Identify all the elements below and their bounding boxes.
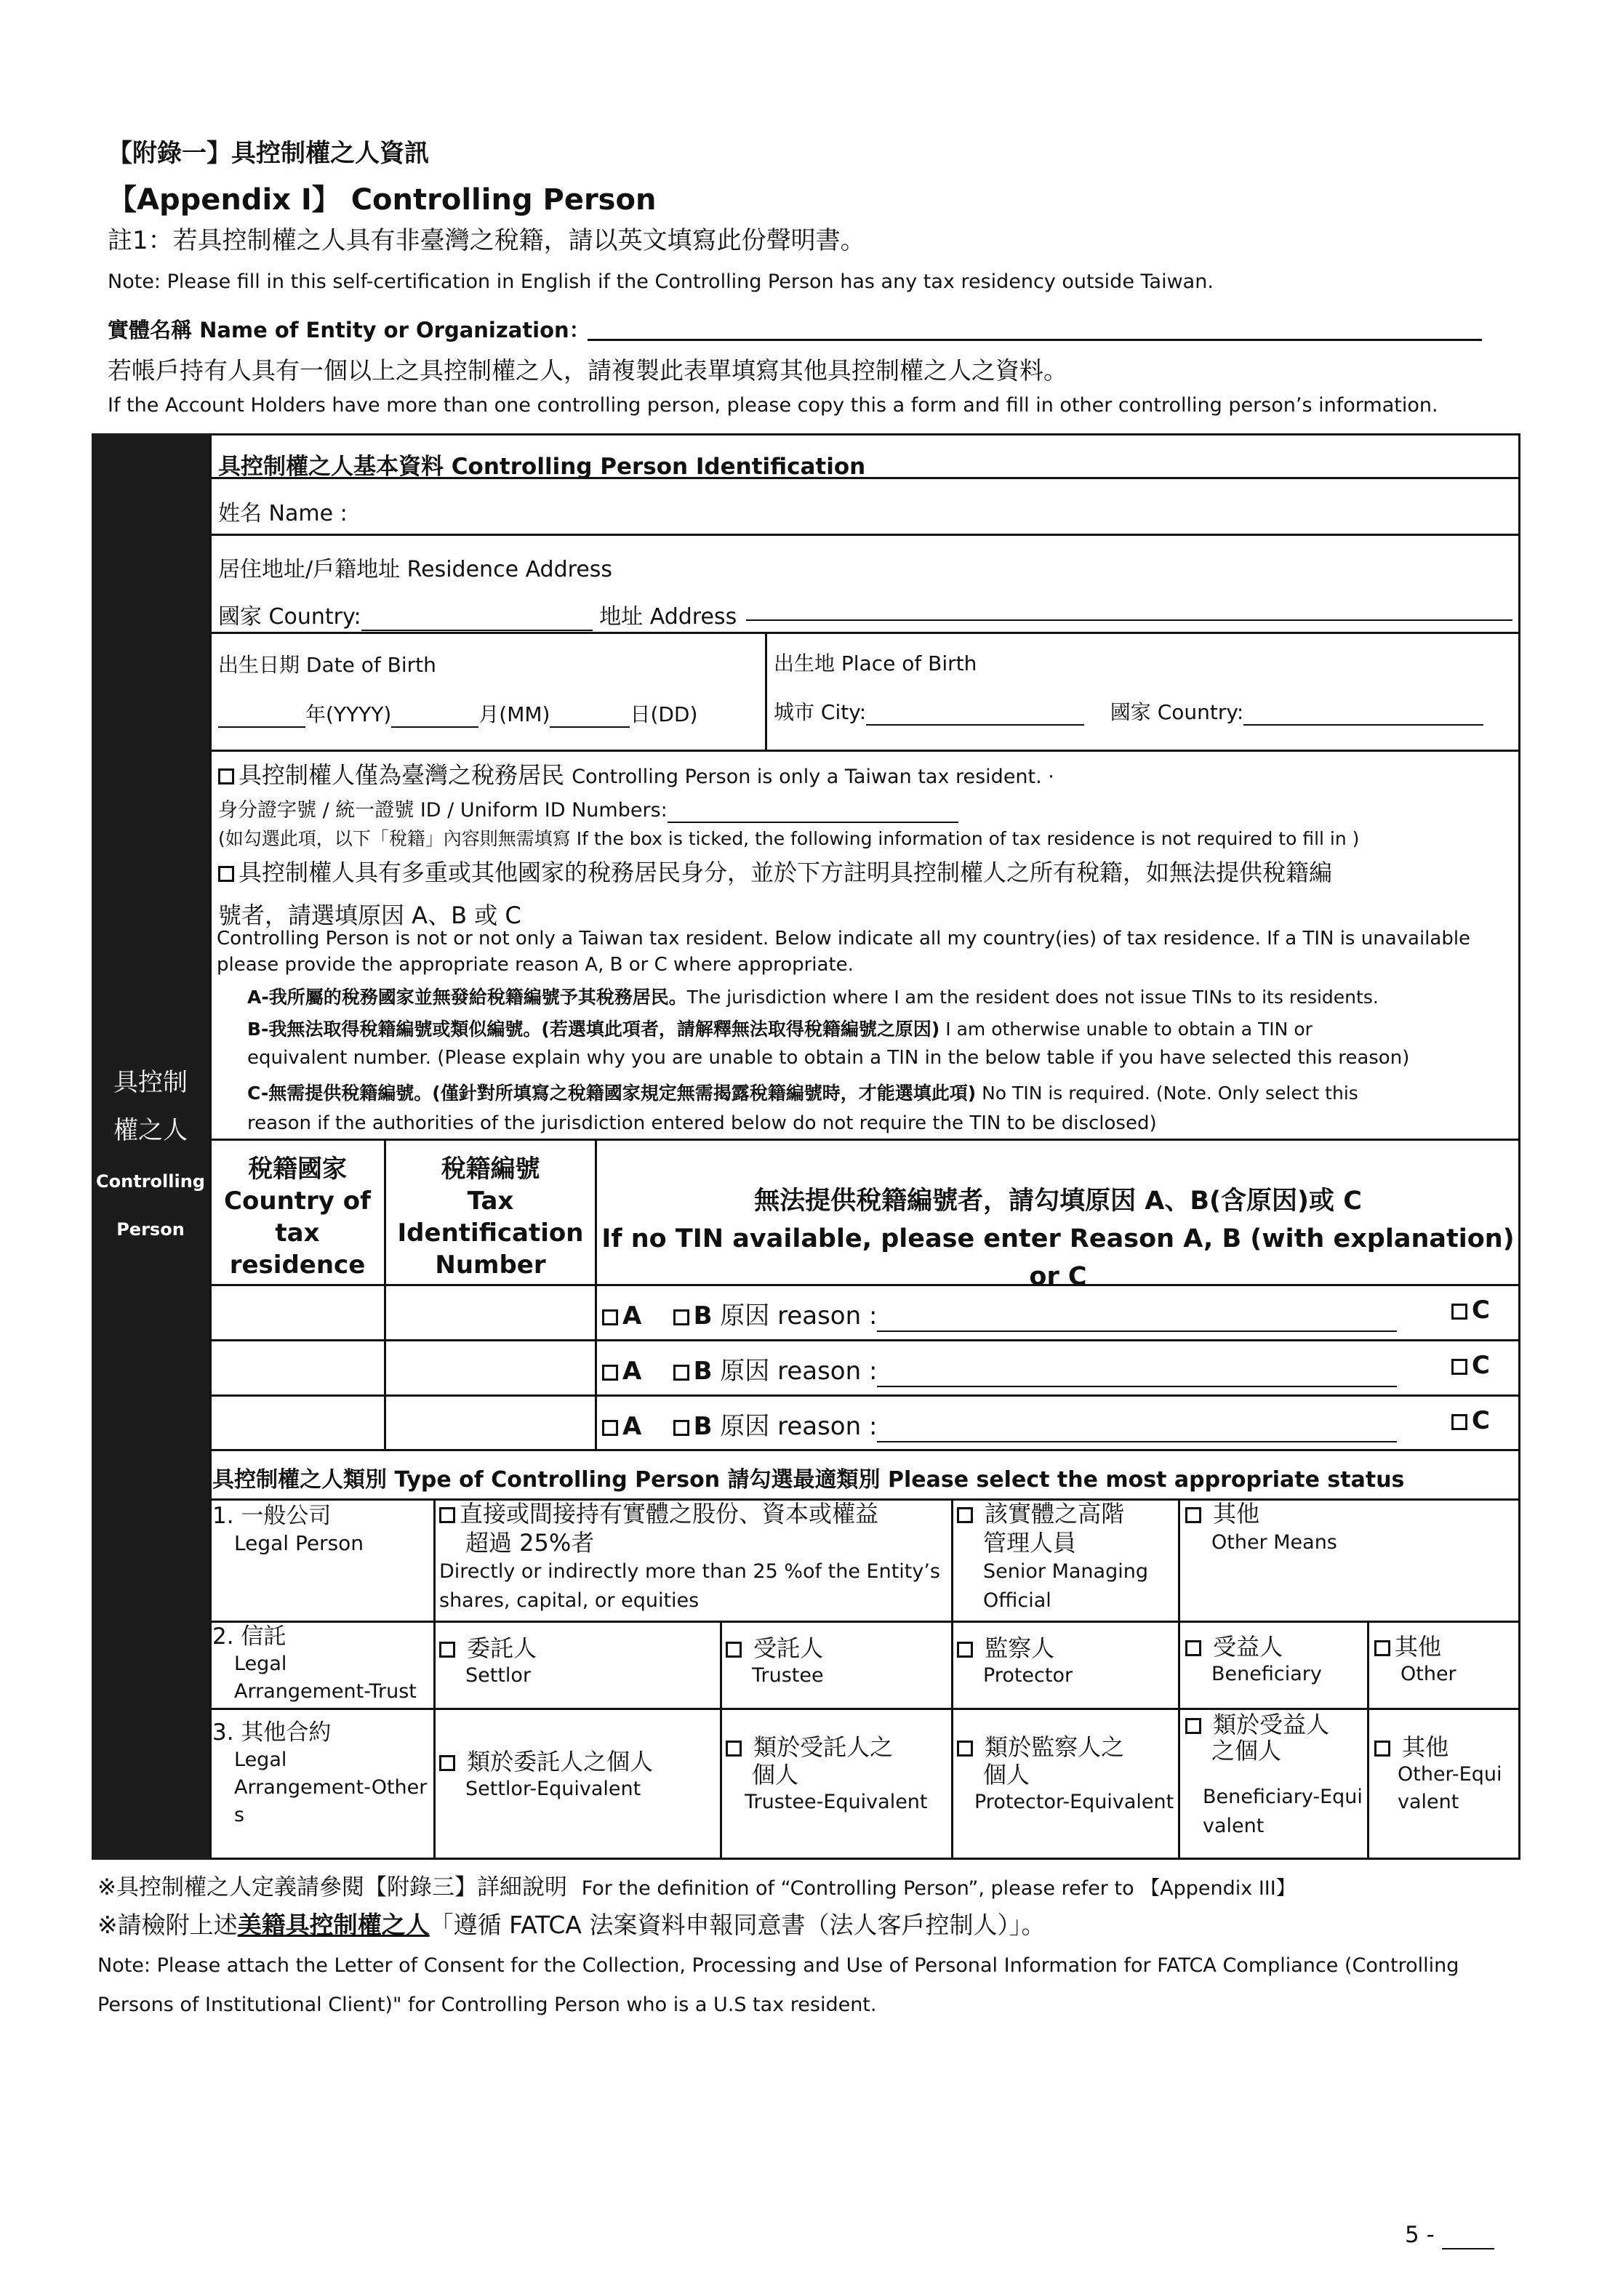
- country-field[interactable]: [361, 604, 593, 631]
- note1-en: Note: Please fill in this self-certification in English if the Controlling Person has any tax residency outside Taiwan.: [108, 270, 1214, 293]
- reason-field[interactable]: [877, 1357, 1397, 1387]
- reason-c-checkbox[interactable]: [1451, 1304, 1467, 1320]
- name-label: 姓名 Name :: [218, 501, 348, 526]
- other-means-checkbox[interactable]: [1185, 1507, 1201, 1523]
- reason-a-checkbox[interactable]: [602, 1309, 618, 1325]
- multi-person-note-cn: 若帳戶持有人具有一個以上之具控制權之人，請複製此表單填寫其他具控制權之人之資料。: [108, 356, 1067, 385]
- pob-fields: [774, 697, 1483, 726]
- trust-other-checkbox[interactable]: [1374, 1640, 1390, 1656]
- reason-b-checkbox[interactable]: [673, 1365, 689, 1381]
- other-settlor-equivalent: 類於委託人之個人 Settlor-Equivalent: [439, 1748, 653, 1803]
- ownership-25-checkbox[interactable]: [439, 1507, 455, 1523]
- trustee-equivalent-checkbox[interactable]: [726, 1741, 742, 1757]
- reason-c: C-無需提供稅籍編號。(僅針對所填寫之稅籍國家規定無需揭露稅籍編號時，才能選填此項) No TIN is required. (Note. Only select this: [247, 1083, 1358, 1104]
- dob-month-field[interactable]: [391, 702, 478, 728]
- city-field[interactable]: [866, 700, 1084, 726]
- type-heading: 具控制權之人類別 Type of Controlling Person 請勾選最適類別 Please select the most appropriate status: [212, 1467, 1405, 1493]
- protector-checkbox[interactable]: [957, 1642, 973, 1658]
- trust-settlor: 委託人 Settlor: [439, 1634, 537, 1690]
- tin-row-3-options: A B 原因 reason :: [602, 1406, 1397, 1442]
- dob-label: 出生日期 Date of Birth: [218, 653, 436, 677]
- tin-row-2-c: C: [1451, 1351, 1490, 1380]
- title-en: 【Appendix I】 Controlling Person: [108, 183, 657, 217]
- id-number-field[interactable]: [668, 799, 958, 823]
- taiwan-only-checkbox[interactable]: [218, 768, 234, 784]
- dob-day-field[interactable]: [550, 702, 630, 728]
- senior-official-checkbox[interactable]: [957, 1507, 973, 1523]
- address-label: 地址 Address: [599, 604, 737, 630]
- reason-b: B-我無法取得稅籍編號或類似編號。(若選填此項者，請解釋無法取得稅籍編號之原因) I am otherwise unable to obtain a TIN or: [247, 1019, 1313, 1040]
- reason-c-checkbox[interactable]: [1451, 1414, 1467, 1430]
- trustee-checkbox[interactable]: [726, 1642, 742, 1658]
- trust-other: 其他 Other: [1374, 1633, 1456, 1688]
- identification-heading: 具控制權之人基本資料 Controlling Person Identification: [218, 454, 866, 480]
- reason-a-checkbox[interactable]: [602, 1420, 618, 1436]
- name-field[interactable]: [378, 491, 1498, 523]
- city-label: 城市 City:: [774, 700, 867, 724]
- reason-a: A-我所屬的稅務國家並無發給稅籍編號予其稅務居民。The jurisdiction where I am the resident does not issue TINs to its residents.: [247, 987, 1379, 1008]
- reason-b-2: equivalent number. (Please explain why you are unable to obtain a TIN in the below table if you have selected this reason): [247, 1047, 1410, 1069]
- reason-b-checkbox[interactable]: [673, 1309, 689, 1325]
- settlor-equivalent-checkbox[interactable]: [439, 1755, 455, 1771]
- tin-col-country-header: 稅籍國家 Country of tax residence: [224, 1155, 371, 1280]
- beneficiary-equivalent-checkbox[interactable]: [1185, 1718, 1201, 1734]
- trust-beneficiary: 受益人 Beneficiary: [1185, 1633, 1322, 1688]
- tin-row-1-options: A B 原因 reason :: [602, 1296, 1397, 1332]
- dob-year-field[interactable]: [218, 702, 305, 728]
- opt2-cn-2: 號者，請選填原因 A、B 或 C: [218, 902, 521, 929]
- other-protector-equivalent: 類於監察人之 個人 Protector-Equivalent: [957, 1733, 1174, 1816]
- beneficiary-checkbox[interactable]: [1185, 1640, 1201, 1656]
- entity-name-field[interactable]: [588, 339, 1482, 341]
- attach-note-en-2: Persons of Institutional Client)" for Controlling Person who is a U.S tax resident.: [97, 1994, 877, 2016]
- page-number-field: [1442, 2222, 1494, 2249]
- pob-label: 出生地 Place of Birth: [774, 651, 977, 675]
- title-cn: 【附錄一】具控制權之人資訊: [108, 139, 429, 168]
- tin-row-1-c: C: [1451, 1296, 1490, 1325]
- type-row-1-senior: 該實體之高階 管理人員 Senior Managing Official: [957, 1499, 1148, 1615]
- opt2-en-2: please provide the appropriate reason A, B or C where appropriate.: [217, 954, 854, 976]
- other-equivalent-checkbox[interactable]: [1374, 1741, 1390, 1757]
- tin-row-3-c: C: [1451, 1406, 1490, 1435]
- other-other-equivalent: 其他 Other-Equi valent: [1374, 1733, 1502, 1816]
- attach-note-en-1: Note: Please attach the Letter of Consent for the Collection, Processing and Use of Personal Information for FATCA Compliance (Controlling: [97, 1954, 1459, 1977]
- reason-a-checkbox[interactable]: [602, 1365, 618, 1381]
- trust-trustee: 受託人 Trustee: [726, 1634, 824, 1690]
- entity-name-label: 實體名稱 Name of Entity or Organization：: [108, 318, 590, 342]
- opt2-en-1: Controlling Person is not or not only a Taiwan tax resident. Below indicate all my country(ies) of tax residence. If a TIN is unavailable: [217, 928, 1471, 950]
- type-row-3-label: 3. 其他合約 Legal Arrangement-Other s: [212, 1719, 428, 1826]
- definition-note: ※具控制權之人定義請參閱【附錄三】詳細說明 For the definition of “Controlling Person”, please refer to 【Appendix III】: [97, 1874, 1296, 1900]
- multi-person-note-en: If the Account Holders have more than one controlling person, please copy this a form and fill in other controlling person’s information.: [108, 394, 1438, 417]
- opt1-note: (如勾選此項，以下「稅籍」內容則無需填寫 If the box is ticked, the following information of tax residence is not required to fill in ): [218, 828, 1360, 849]
- type-row-1-owner: 直接或間接持有實體之股份、資本或權益 超過 25%者 Directly or indirectly more than 25 %of the Entity’s shares, capital, or equities: [439, 1500, 941, 1612]
- sidebar-label-en: Controlling Person: [96, 1171, 205, 1240]
- type-row-1-label: 1. 一般公司 Legal Person: [212, 1503, 364, 1555]
- other-beneficiary-equivalent: 類於受益人 之個人 Beneficiary-Equi valent: [1185, 1711, 1363, 1839]
- sidebar-label-cn: 具控制 權之人: [113, 1068, 188, 1145]
- tin-col-reason-header: 無法提供稅籍編號者，請勾填原因 A、B(含原因)或 C If no TIN available, please enter Reason A, B (with explanation) or C: [601, 1187, 1515, 1291]
- reason-b-checkbox[interactable]: [673, 1420, 689, 1436]
- page-number: 5 -: [1405, 2222, 1494, 2249]
- residence-label: 居住地址/戶籍地址 Residence Address: [218, 557, 613, 582]
- country-label: 國家 Country:: [218, 604, 361, 630]
- reason-field[interactable]: [877, 1301, 1397, 1332]
- reason-c-checkbox[interactable]: [1451, 1359, 1467, 1375]
- pob-country-label: 國家 Country:: [1110, 700, 1244, 724]
- address-field[interactable]: [746, 619, 1512, 621]
- trust-protector: 監察人 Protector: [957, 1634, 1073, 1690]
- id-number-label: 身分證字號 / 統一證號 ID / Uniform ID Numbers:: [218, 799, 668, 822]
- reason-c-2: reason if the authorities of the jurisdiction entered below do not require the TIN to be disclosed): [247, 1112, 1157, 1134]
- attach-note-cn: ※請檢附上述美籍具控制權之人「遵循 FATCA 法案資料申報同意書（法人客戶控制人）」。: [97, 1911, 1046, 1939]
- tin-col-number-header: 稅籍編號 Tax Identification Number: [397, 1155, 584, 1280]
- reason-field[interactable]: [877, 1412, 1397, 1442]
- multi-residency-checkbox[interactable]: [218, 866, 234, 882]
- controlling-person-sidebar: [92, 433, 209, 1860]
- protector-equivalent-checkbox[interactable]: [957, 1741, 973, 1757]
- settlor-checkbox[interactable]: [439, 1642, 455, 1658]
- pob-country-field[interactable]: [1243, 700, 1483, 726]
- type-row-2-label: 2. 信託 Legal Arrangement-Trust: [212, 1623, 417, 1703]
- dob-fields: 年(YYYY) 月(MM) 日(DD): [218, 699, 697, 728]
- tin-row-2-options: A B 原因 reason :: [602, 1351, 1397, 1387]
- type-row-1-other: 其他 Other Means: [1185, 1499, 1337, 1557]
- note1-cn: 註1：若具控制權之人具有非臺灣之稅籍，請以英文填寫此份聲明書。: [108, 226, 865, 255]
- other-trustee-equivalent: 類於受託人之 個人 Trustee-Equivalent: [726, 1733, 928, 1816]
